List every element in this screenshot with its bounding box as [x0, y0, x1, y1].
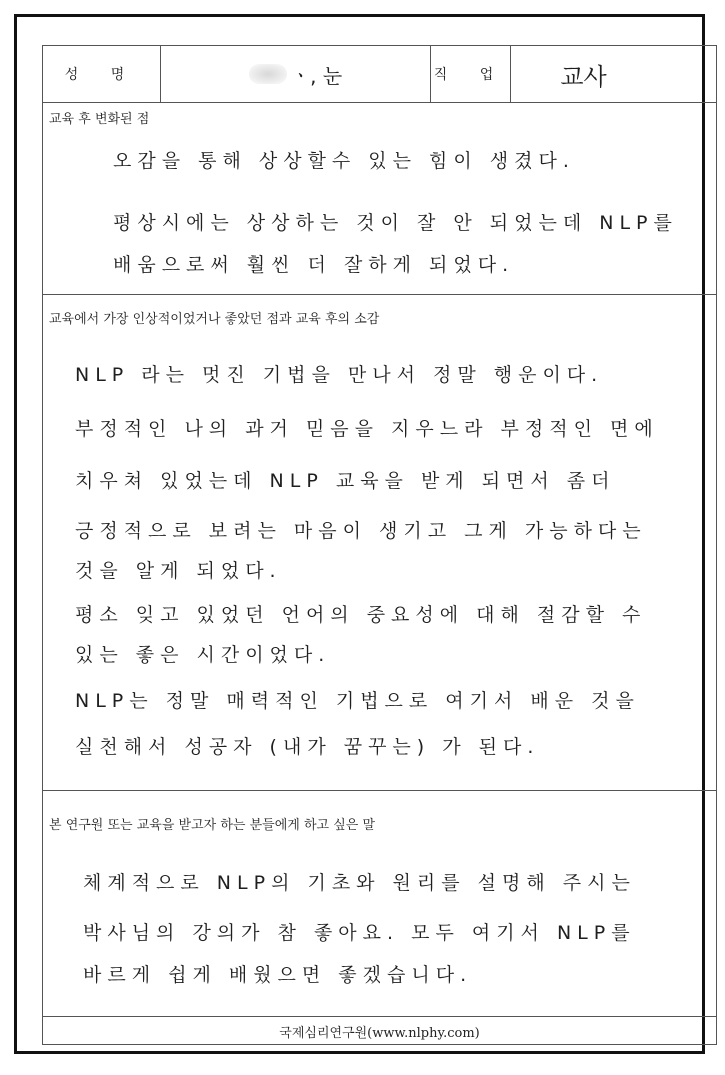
name-value: ㆍ, 눈: [290, 63, 343, 88]
redacted-name-blur: [249, 64, 287, 84]
section-changes-line: 배움으로써 훨씬 더 잘하게 되었다.: [113, 254, 515, 276]
section-impressions-line: NLP는 정말 매력적인 기법으로 여기서 배운 것을: [75, 690, 640, 712]
header-row: [43, 46, 716, 103]
section-changes-title: 교육 후 변화된 점: [49, 112, 150, 127]
section-impressions-line: 부정적인 나의 과거 믿음을 지우느라 부정적인 면에: [75, 418, 659, 440]
section-changes-line: 평상시에는 상상하는 것이 잘 안 되었는데 NLP를: [113, 212, 678, 234]
section-impressions-line: 긍정적으로 보려는 마음이 생기고 그게 가능하다는: [75, 520, 647, 542]
job-label: 직 업: [431, 46, 511, 102]
section-impressions-line: 실천해서 성공자 (내가 꿈꾸는) 가 된다.: [75, 736, 540, 758]
section-impressions-line: 것을 알게 되었다.: [75, 560, 282, 582]
document-frame: [14, 14, 705, 1054]
section-impressions-line: NLP 라는 멋진 기법을 만나서 정말 행운이다.: [75, 364, 604, 386]
section-impressions-title: 교육에서 가장 인상적이었거나 좋았던 점과 교육 후의 소감: [49, 312, 380, 327]
section-impressions: [43, 294, 716, 790]
section-message-line: 바르게 쉽게 배웠으면 좋겠습니다.: [83, 964, 473, 986]
section-message-line: 체계적으로 NLP의 기초와 원리를 설명해 주시는: [83, 872, 636, 894]
form-table: [42, 45, 717, 1045]
section-message: [43, 790, 716, 1016]
name-label: 성 명: [43, 46, 161, 102]
section-message-line: 박사님의 강의가 참 좋아요. 모두 여기서 NLP를: [83, 922, 636, 944]
section-impressions-line: 있는 좋은 시간이었다.: [75, 644, 331, 666]
section-changes-line: 오감을 통해 상상할수 있는 힘이 생겼다.: [113, 150, 575, 172]
name-value-cell: [161, 46, 431, 102]
section-message-title: 본 연구원 또는 교육을 받고자 하는 분들에게 하고 싶은 말: [49, 818, 376, 833]
footer-institute: 국제심리연구원(www.nlphy.com): [43, 1016, 716, 1046]
job-value: 교사: [560, 62, 607, 91]
job-value-cell: [511, 46, 716, 102]
section-impressions-line: 평소 잊고 있었던 언어의 중요성에 대해 절감할 수: [75, 604, 647, 626]
section-impressions-line: 치우쳐 있었는데 NLP 교육을 받게 되면서 좀더: [75, 470, 616, 492]
section-changes: [43, 102, 716, 294]
